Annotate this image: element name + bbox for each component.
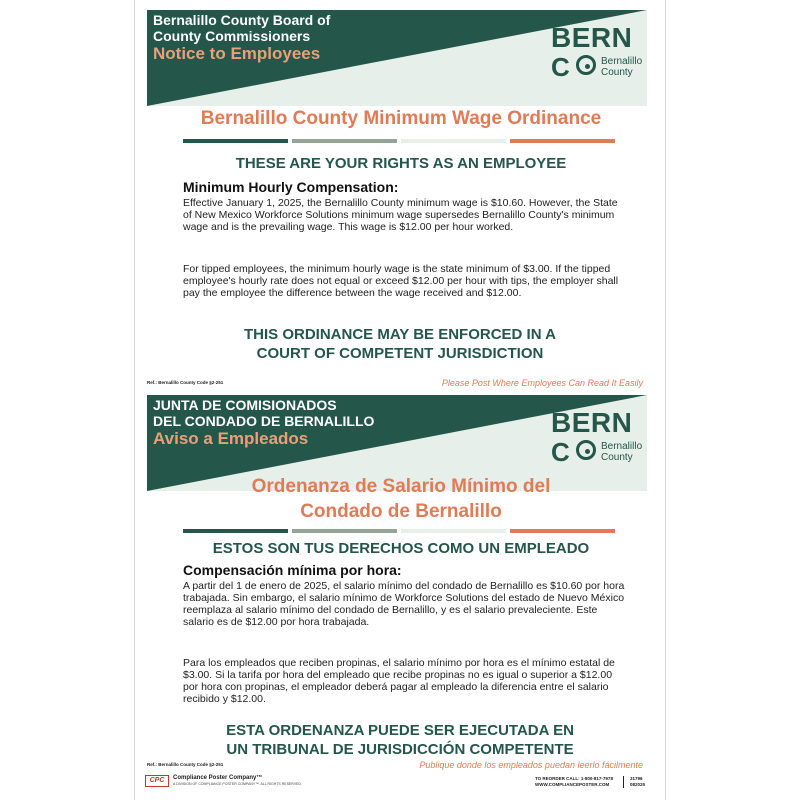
rights-heading: THESE ARE YOUR RIGHTS AS AN EMPLOYEE [235, 155, 567, 172]
footer [145, 775, 657, 789]
notice-title: Aviso a Empleados [153, 429, 309, 448]
org-name: JUNTA DE COMISIONADOS DEL CONDADO DE BERNALILLO [153, 397, 375, 429]
poster-codes: 31796 082025 [623, 776, 645, 788]
company-name: Compliance Poster Company™ [173, 775, 263, 781]
reorder-info: TO REORDER CALL: 1-800-817-7978 WWW.COMPLIANCEPOSTER.COM [535, 776, 613, 787]
posting-instruction: Please Post Where Employees Can Read It Easily [441, 378, 643, 388]
zia-sun-icon [576, 55, 596, 75]
posting-instruction: Publique donde los empleados puedan leerlo fácilmente [419, 760, 643, 770]
rights-heading: ESTOS SON TUS DERECHOS COMO UN EMPLEADO [212, 540, 590, 557]
poster [134, 0, 666, 800]
color-bars [183, 529, 615, 533]
compensation-subhead: Minimum Hourly Compensation: [183, 179, 399, 195]
bernco-logo: BERN C Bernalillo County [551, 407, 643, 467]
code-reference: Ref.: Bernalillo County Code §2-251 [147, 762, 224, 767]
company-subtext: A DIVISION OF COMPLIANCE POSTER COMPANY™. ALL RIGHTS RESERVED. [173, 782, 302, 786]
english-header [147, 10, 647, 106]
paragraph-tipped: For tipped employees, the minimum hourly wage is the state minimum of $3.00. If the tipped employee's hourly rate does not equal or exceed $12.00 per hour with tips, the employer shall pay the employee the difference between the wage received and $12.00. [183, 263, 619, 299]
paragraph-tipped: Para los empleados que reciben propinas, el salario mínimo por hora es el mínimo estatal de $3.00. Si la tarifa por hora del empleado que recibe propinas no es igual o superior a $12.00 por hora con propinas, el empleador deberá pagar al empleado la diferencia entre el salario recibido y $12.00. [183, 657, 615, 705]
color-bars [183, 139, 615, 143]
cpc-logo: CPC [145, 775, 169, 787]
bernco-logo: BERN C Bernalillo County [551, 22, 643, 82]
notice-title: Notice to Employees [153, 44, 321, 63]
enforcement-notice: ESTA ORDENANZA PUEDE SER EJECUTADA EN UN TRIBUNAL DE JURISDICCIÓN COMPETENTE [226, 722, 574, 758]
zia-sun-icon [576, 440, 596, 460]
code-reference: Ref.: Bernalillo County Code §2-251 [147, 380, 224, 385]
compensation-subhead: Compensación mínima por hora: [183, 562, 402, 578]
paragraph-minimum-wage: A partir del 1 de enero de 2025, el salario mínimo del condado de Bernalillo es $10.60 por hora trabajada. Sin embargo, el salario mínimo de Workforce Solutions del estado de Nuevo México reemplaza al salario mínimo del condado de Bernalillo, y es el salario prevaleciente. Este salario es de $12.00 por hora trabajada. [183, 580, 625, 628]
enforcement-notice: THIS ORDINANCE MAY BE ENFORCED IN A COURT OF COMPETENT JURISDICTION [244, 326, 556, 362]
ordinance-title: Bernalillo County Minimum Wage Ordinance [200, 108, 602, 129]
ordinance-title: Ordenanza de Salario Mínimo del Condado de Bernalillo [251, 476, 551, 522]
org-name: Bernalillo County Board of County Commissioners [153, 12, 331, 44]
paragraph-minimum-wage: Effective January 1, 2025, the Bernalillo County minimum wage is $10.60. However, the State of New Mexico Workforce Solutions minimum wage supersedes Bernalillo County's minimum wage and is the prevailing wage. This wage is $12.00 per hour worked. [183, 197, 618, 233]
